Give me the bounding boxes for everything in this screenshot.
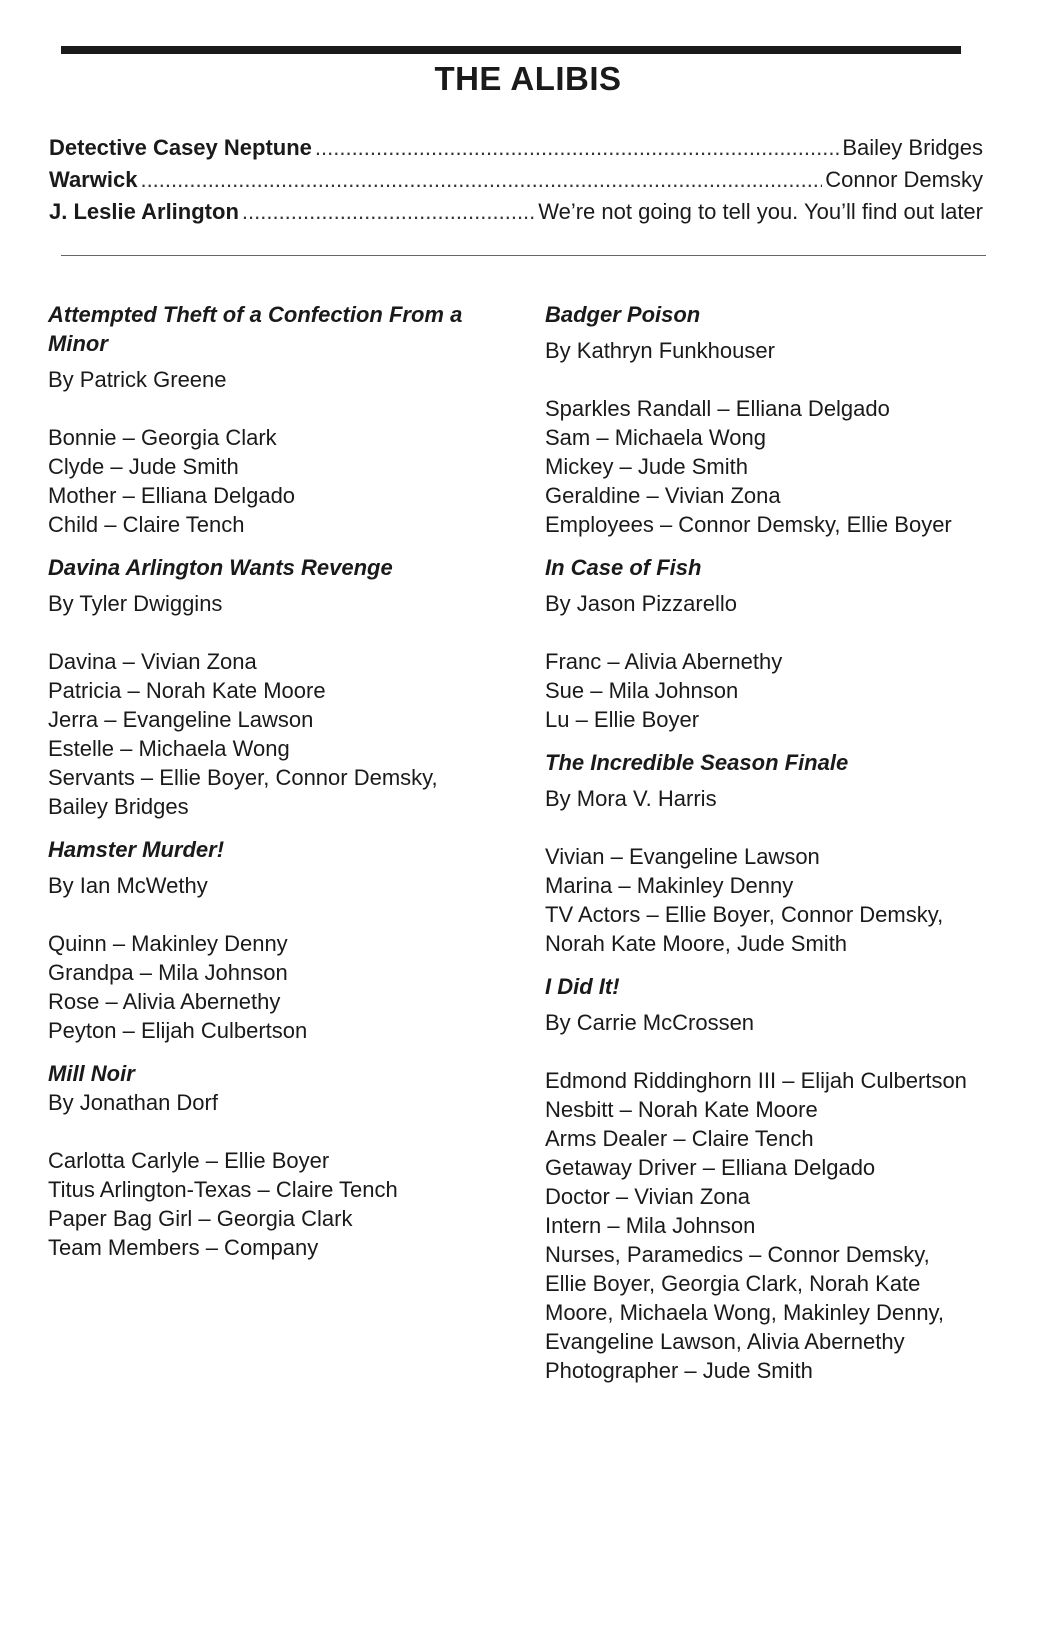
- cast-line: Mickey – Jude Smith: [545, 454, 748, 479]
- principal-row: [49, 167, 983, 199]
- cast-line: Rose – Alivia Abernethy: [48, 989, 281, 1014]
- play-author: By Tyler Dwiggins: [48, 591, 223, 616]
- play-author: By Ian McWethy: [48, 873, 208, 898]
- play-title: Badger Poison: [545, 302, 701, 327]
- principal-row: [49, 199, 983, 231]
- cast-line: Edmond Riddinghorn III – Elijah Culbertson: [545, 1068, 967, 1093]
- play-block: [545, 553, 1015, 734]
- principal-actor: Bailey Bridges: [842, 135, 983, 160]
- cast-line: Grandpa – Mila Johnson: [48, 960, 288, 985]
- cast-line: Photographer – Jude Smith: [545, 1358, 813, 1383]
- principal-actor: We’re not going to tell you. You’ll find out later: [538, 199, 983, 224]
- play-block: [48, 835, 518, 1045]
- cast-line: Evangeline Lawson, Alivia Abernethy: [545, 1329, 905, 1354]
- left-column: [48, 300, 518, 1276]
- leader-dots: [140, 167, 822, 193]
- section-divider: [61, 255, 986, 256]
- play-author: By Jonathan Dorf: [48, 1090, 218, 1115]
- play-author: By Carrie McCrossen: [545, 1010, 755, 1035]
- cast-line: Nesbitt – Norah Kate Moore: [545, 1097, 818, 1122]
- cast-line: Doctor – Vivian Zona: [545, 1184, 751, 1209]
- cast-line: Clyde – Jude Smith: [48, 454, 239, 479]
- principal-role: J. Leslie Arlington: [49, 199, 239, 224]
- cast-line: Arms Dealer – Claire Tench: [545, 1126, 814, 1151]
- play-title: In Case of Fish: [545, 555, 702, 580]
- cast-line: Jerra – Evangeline Lawson: [48, 707, 314, 732]
- play-title: Davina Arlington Wants Revenge: [48, 555, 393, 580]
- play-author: By Patrick Greene: [48, 367, 227, 392]
- cast-line: Employees – Connor Demsky, Ellie Boyer: [545, 512, 952, 537]
- play-block: [545, 972, 1015, 1385]
- play-block: [545, 300, 1015, 539]
- cast-line: Child – Claire Tench: [48, 512, 245, 537]
- play-author: By Kathryn Funkhouser: [545, 338, 775, 363]
- cast-line: Ellie Boyer, Georgia Clark, Norah Kate: [545, 1271, 921, 1296]
- page-title: THE ALIBIS: [434, 60, 622, 97]
- principal-role: Detective Casey Neptune: [49, 135, 312, 160]
- cast-line: Bonnie – Georgia Clark: [48, 425, 277, 450]
- cast-line: Servants – Ellie Boyer, Connor Demsky,: [48, 765, 438, 790]
- cast-line: Mother – Elliana Delgado: [48, 483, 296, 508]
- play-block: [48, 300, 518, 539]
- cast-line: Sam – Michaela Wong: [545, 425, 766, 450]
- principal-row: [49, 135, 983, 167]
- cast-line: Lu – Ellie Boyer: [545, 707, 700, 732]
- cast-line: Moore, Michaela Wong, Makinley Denny,: [545, 1300, 945, 1325]
- play-author: By Mora V. Harris: [545, 786, 717, 811]
- cast-line: Vivian – Evangeline Lawson: [545, 844, 820, 869]
- play-block: [48, 1059, 518, 1262]
- cast-line: Marina – Makinley Denny: [545, 873, 794, 898]
- cast-line: Team Members – Company: [48, 1235, 319, 1260]
- play-author: By Jason Pizzarello: [545, 591, 737, 616]
- cast-line: Quinn – Makinley Denny: [48, 931, 288, 956]
- leader-dots: [242, 199, 535, 225]
- play-title: Attempted Theft of a Confection From a Minor: [48, 302, 463, 356]
- play-block: [48, 553, 518, 821]
- top-rule: [61, 46, 961, 54]
- play-title: I Did It!: [545, 974, 620, 999]
- cast-line: Geraldine – Vivian Zona: [545, 483, 781, 508]
- play-title: Hamster Murder!: [48, 837, 225, 862]
- cast-line: Davina – Vivian Zona: [48, 649, 257, 674]
- play-block: [545, 748, 1015, 958]
- principal-role: Warwick: [49, 167, 138, 192]
- cast-line: Norah Kate Moore, Jude Smith: [545, 931, 848, 956]
- cast-line: Getaway Driver – Elliana Delgado: [545, 1155, 876, 1180]
- principal-cast: [49, 135, 983, 231]
- cast-line: Paper Bag Girl – Georgia Clark: [48, 1206, 353, 1231]
- cast-line: Titus Arlington-Texas – Claire Tench: [48, 1177, 398, 1202]
- cast-line: Intern – Mila Johnson: [545, 1213, 756, 1238]
- cast-line: Nurses, Paramedics – Connor Demsky,: [545, 1242, 930, 1267]
- cast-line: Carlotta Carlyle – Ellie Boyer: [48, 1148, 330, 1173]
- cast-line: TV Actors – Ellie Boyer, Connor Demsky,: [545, 902, 944, 927]
- cast-line: Patricia – Norah Kate Moore: [48, 678, 326, 703]
- cast-line: Franc – Alivia Abernethy: [545, 649, 783, 674]
- leader-dots: [315, 135, 839, 161]
- cast-line: Estelle – Michaela Wong: [48, 736, 290, 761]
- play-title: The Incredible Season Finale: [545, 750, 849, 775]
- cast-line: Bailey Bridges: [48, 794, 189, 819]
- cast-line: Sparkles Randall – Elliana Delgado: [545, 396, 890, 421]
- right-column: [545, 300, 1015, 1399]
- cast-line: Peyton – Elijah Culbertson: [48, 1018, 308, 1043]
- cast-line: Sue – Mila Johnson: [545, 678, 739, 703]
- principal-actor: Connor Demsky: [825, 167, 983, 192]
- play-title: Mill Noir: [48, 1061, 135, 1086]
